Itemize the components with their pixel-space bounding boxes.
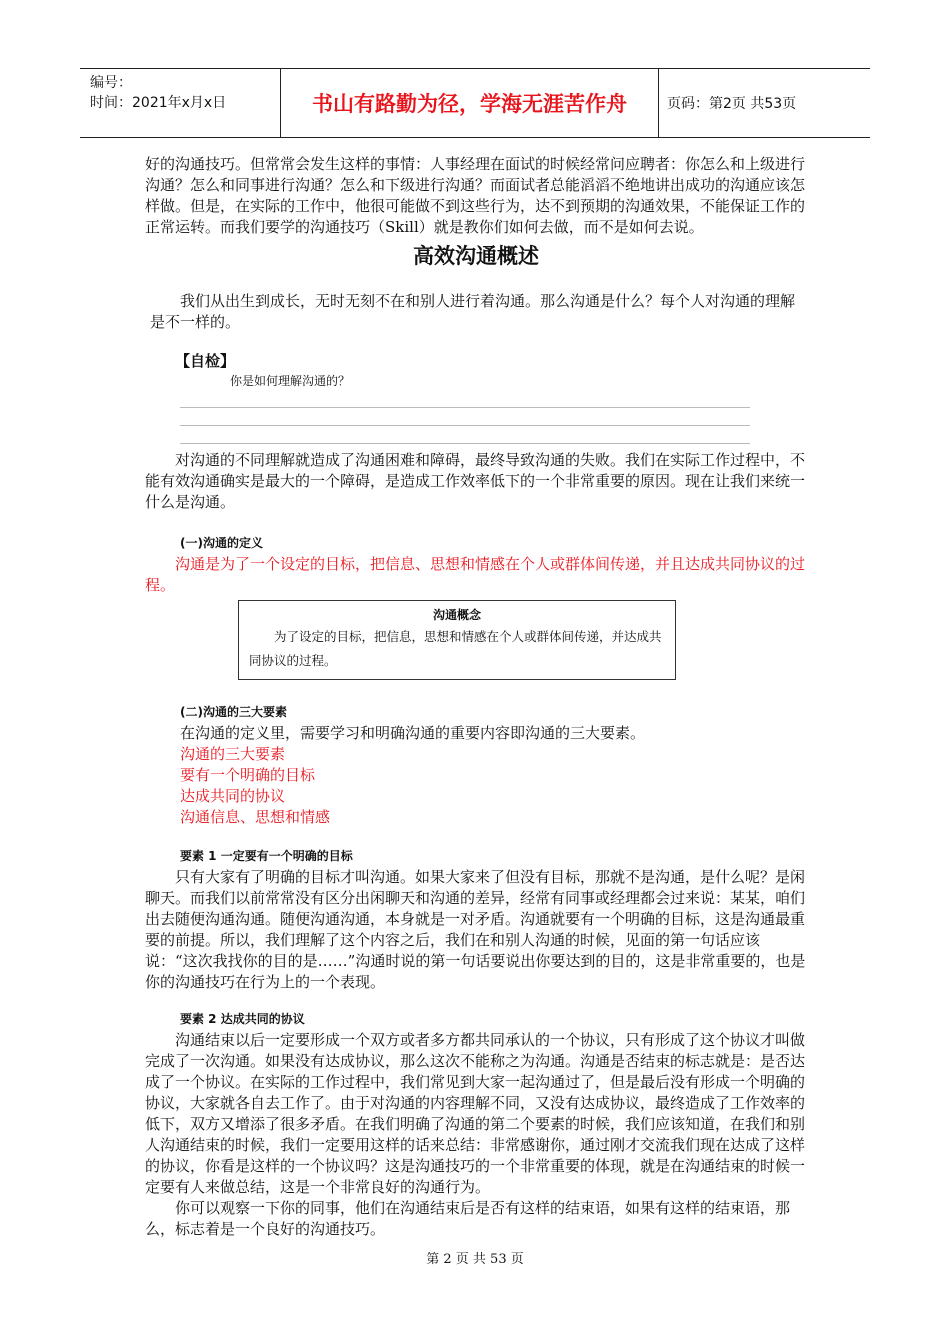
concept-box-title: 沟通概念 (432, 608, 481, 622)
elements-list-item: 要有一个明确的目标 (180, 766, 316, 784)
page-header (80, 68, 870, 138)
page-footer: 第 2 页 共 53 页 (426, 1252, 524, 1267)
page-info: 页码：第2页 共53页 (667, 96, 797, 112)
elements-list-item: 沟通信息、思想和情感 (180, 808, 331, 826)
elements-intro: 在沟通的定义里，需要学习和明确沟通的重要内容即沟通的三大要素。 (180, 724, 646, 742)
element-1-text: 只有大家有了明确的目标才叫沟通。如果大家来了但没有目标，那就不是沟通，是什么呢？是闲聊天。而我们以前常常没有区分出闲聊天和沟通的差异，经常有同事或经理都会过来说：某某，咱们出去随便沟通沟通。随便沟通沟通，本身就是一对矛盾。沟通就要有一个明确的目标，这是沟通最重要的前提。所以，我们理解了这个内容之后，我们在和别人沟通的时候，见面的第一句话应该说：“这次我找你的目的是……”沟通时说的第一句话要说出你要达到的目的，这是非常重要的，也是你的沟通技巧在行为上的一个表现。 (145, 868, 806, 991)
answer-line-3 (180, 426, 750, 444)
motto: 书山有路勤为径，学海无涯苦作舟 (281, 69, 659, 137)
elements-heading: (二)沟通的三大要素 (180, 705, 287, 719)
elements-list-item: 达成共同的协议 (180, 787, 286, 805)
definition-text: 沟通是为了一个设定的目标，把信息、思想和情感在个人或群体间传递，并且达成共同协议的过程。 (145, 555, 806, 594)
section-title: 高效沟通概述 (413, 244, 539, 268)
header-meta (80, 69, 281, 137)
paragraph-2: 对沟通的不同理解就造成了沟通困难和障碍，最终导致沟通的失败。我们在实际工作过程中，不能有效沟通确实是最大的一个障碍，是造成工作效率低下的一个非常重要的原因。现在让我们来统一什么是沟通。 (145, 451, 806, 511)
number-label: 编号： (90, 75, 132, 91)
element-2-text-2: 你可以观察一下你的同事，他们在沟通结束后是否有这样的结束语，如果有这样的结束语，那么，标志着是一个良好的沟通技巧。 (145, 1199, 791, 1238)
elements-list-item: 沟通的三大要素 (180, 745, 286, 763)
element-1-heading: 要素 1 一定要有一个明确的目标 (180, 849, 353, 863)
paragraph-1: 我们从出生到成长，无时无刻不在和别人进行着沟通。那么沟通是什么？每个人对沟通的理解是不一样的。 (150, 292, 796, 331)
self-check-question: 你是如何理解沟通的？ (230, 374, 351, 388)
date-label: 时间：2021年x月x日 (90, 95, 227, 111)
concept-box-text: 为了设定的目标，把信息，思想和情感在个人或群体间传递，并达成共同协议的过程。 (249, 629, 662, 668)
intro-paragraph: 好的沟通技巧。但常常会发生这样的事情：人事经理在面试的时候经常问应聘者：你怎么和上级进行沟通？怎么和同事进行沟通？怎么和下级进行沟通？而面试者总能滔滔不绝地讲出成功的沟通应该怎样做。但是，在实际的工作中，他很可能做不到这些行为，达不到预期的沟通效果，不能保证工作的正常运转。而我们要学的沟通技巧（Skill）就是教你们如何去做，而不是如何去说。 (145, 155, 806, 236)
element-2-heading: 要素 2 达成共同的协议 (180, 1012, 305, 1026)
definition-heading: (一)沟通的定义 (180, 536, 263, 550)
answer-line-2 (180, 408, 750, 426)
element-2-text: 沟通结束以后一定要形成一个双方或者多方都共同承认的一个协议，只有形成了这个协议才叫做完成了一次沟通。如果没有达成协议，那么这次不能称之为沟通。沟通是否结束的标志就是：是否达成了一个协议。在实际的工作过程中，我们常见到大家一起沟通过了，但是最后没有形成一个明确的协议，大家就各自去工作了。由于对沟通的内容理解不同，又没有达成协议，最终造成了工作效率的低下，双方又增添了很多矛盾。在我们明确了沟通的第二个要素的时候，我们应该知道，在我们和别人沟通结束的时候，我们一定要用这样的话来总结：非常感谢你，通过刚才交流我们现在达成了这样的协议，你看是这样的一个协议吗？这是沟通技巧的一个非常重要的体现，就是在沟通结束的时候一定要有人来做总结，这是一个非常良好的沟通行为。 (145, 1031, 806, 1196)
answer-line-1 (180, 390, 750, 408)
concept-box (238, 600, 676, 680)
self-check-label: 【自检】 (175, 352, 236, 370)
document-body (145, 154, 807, 1240)
